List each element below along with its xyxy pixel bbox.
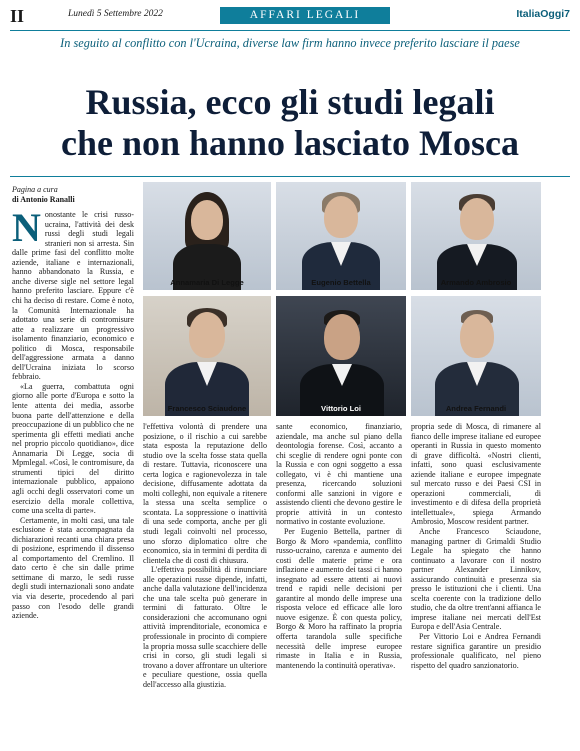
photo-caption: Armando Ambrosio bbox=[440, 278, 512, 287]
paragraph: L'effettiva possibilità di rinunciare alle operazioni russe dipende, infatti, anche dalla valutazione dell'incidenza che una tale scelta può generare in termini di fatturato. Oltre le considerazioni che accomunano ogni attività imprenditoriale, economica e professionale in procinto di compiere la propria mossa sulle scacchiere delle crisi in corso, gli studi legali si trovano a dover affrontare un ulteriore e peculiare questione, ossia quella dell'accesso alla giustizia. bbox=[143, 565, 267, 689]
article-column-4 bbox=[411, 422, 541, 745]
section-banner: AFFARI LEGALI bbox=[220, 7, 390, 24]
drop-cap: N bbox=[12, 205, 41, 251]
issue-date: Lunedì 5 Settembre 2022 bbox=[68, 9, 163, 19]
article-column-1 bbox=[12, 185, 134, 745]
photo-annamaria-di-legge bbox=[143, 182, 271, 290]
photo-eugenio-bettella bbox=[276, 182, 406, 290]
paragraph: l'effettiva volontà di prendere una posizione, o il rischio a cui sarebbe stata esposta la reputazione dello studio ove la scelta fosse stata quella di restare. Tuttavia, riconoscere una certa logica e ragionevolezza in tale decisione, diffusamente adottata da molti colleghi, non equivale a ritenere la stessa una scelta semplice o scontata. La soppressione o inattività di una sede comporta, anche per gli studi legali coinvolti nel processo, uno sforzo diplomatico oltre che economico, sia in termini di perdita di clientela che di costi di chiusura. bbox=[143, 422, 267, 565]
brand-logo: ItaliaOggi7 bbox=[516, 8, 570, 20]
photo-caption: Annamaria Di Legge bbox=[170, 278, 244, 287]
photo-caption: Vittorio Loi bbox=[321, 404, 361, 413]
kicker: In seguito al conflitto con l'Ucraina, diverse law firm hanno invece preferito lasciare il paese bbox=[60, 36, 520, 50]
byline-author: di Antonio Ranalli bbox=[12, 194, 75, 204]
paragraph: Per Vittorio Loi e Andrea Fernandi restare significa garantire un presidio professionale qualificato, nel pieno rispetto del quadro sanzionatorio. bbox=[411, 632, 541, 670]
photo-caption: Francesco Sciaudone bbox=[167, 404, 247, 413]
paragraph: Certamente, in molti casi, una tale esclusione è stata accompagnata da dichiarazioni recanti una chiara presa di posizione, esprimendo il dissenso al comportamento del Cremlino. Il dato certo è che sin dalle prime settimane di marzo, le sedi russe degli studi internazionali sono andate via via deserte, procedendo al pari passo con l'esodo delle grandi aziende. bbox=[12, 515, 134, 621]
header-rule bbox=[10, 30, 570, 31]
photo-caption: Eugenio Bettella bbox=[311, 278, 371, 287]
paragraph: propria sede di Mosca, di rimanere al fianco delle imprese italiane ed europee operanti in Russia in questo momento di grave difficoltà. «Nostri clienti, infatti, sono quasi esclusivamente aziende italiane e europee impegnate sul mercato russo e dei Paesi CSI in operazioni commerciali, di investimento e di difesa della proprietà intellettuale», spiega Armando Ambrosio, Moscow resident partner. bbox=[411, 422, 541, 527]
paragraph: Anche Francesco Sciaudone, managing partner di Grimaldi Studio Legale ha spiegato che hanno continuato a lavorare con il nostro partner Alexander Linnikov, assicurando continuità e presenza sia presso le istituzioni che i clienti. Una scelta coerente con la tradizione dello studio, che da oltre trent'anni affianca le imprese italiane nei mercati dell'Est Europa e dell'Asia Centrale. bbox=[411, 527, 541, 632]
photo-andrea-fernandi bbox=[411, 296, 541, 416]
photo-vittorio-loi bbox=[276, 296, 406, 416]
headline-line-2: che non hanno lasciato Mosca bbox=[60, 123, 520, 163]
page-number: II bbox=[10, 6, 25, 26]
page-header bbox=[10, 0, 570, 32]
paragraph: Per Eugenio Bettella, partner di Borgo & Moro «pandemia, conflitto russo-ucraino, carenza e aumento dei costi delle materie prime e ora inflazione e aumento dei tassi ci hanno insegnato ad essere attenti ai nuovi trend e rapidi nelle decisioni per garantire al mondo delle imprese una risposta veloce ed efficace alle loro nuove esigenze. È con questa policy, Borgo & Moro ha raffinato la propria offerta tarandola sulle specifiche necessità delle imprese europee rimaste in Italia e in Russia, mantenendo la continuità operativa». bbox=[276, 527, 402, 670]
headline bbox=[10, 82, 570, 164]
paragraph: sante economico, finanziario, aziendale, ma anche sul piano della deontologia forense. Così, accanto a chi sceglie di rendere ogni ponte con la Russia e con ogni soggetto a essa collegato, vi è chi mantiene una presenza, ricercando soluzioni conformi alle sanzioni in vigore e assistendo clienti che devono gestire le proprie attività in un contesto normativo in costante evoluzione. bbox=[276, 422, 402, 527]
photo-armando-ambrosio bbox=[411, 182, 541, 290]
article-column-3 bbox=[276, 422, 402, 745]
article-column-2 bbox=[143, 422, 267, 745]
headline-rule bbox=[10, 176, 570, 177]
headline-line-1: Russia, ecco gli studi legali bbox=[85, 82, 495, 122]
paragraph: «La guerra, combattuta ogni giorno alle porte d'Europa e sotto la lente attenta dei media, assorbe buona parte dell'attenzione e della preoccupazione di un pubblico che ne sperimenta gli effetti mediati anche nel proprio piccolo quotidiano», dice Annamaria Di Legge, socia di Mpmlegal. «Così, le contromisure, da strumenti tipici del diritto internazionale pubblico, appaiono agli occhi degli osservatori come un esercizio della morale collettiva, come una scelta di parte». bbox=[12, 381, 134, 516]
byline bbox=[12, 185, 134, 204]
byline-prefix: Pagina a cura bbox=[12, 185, 58, 194]
paragraph: onostante le crisi russo-ucraina, l'attività dei desk russi degli studi legali stranieri non si arresta. Sin dalle prime fasi del conflitto molte aziende, italiane e internazionali, hanno abbandonato la Russia, e anche diverse sigle nel settore legal hanno preferito lasciare. Eppure c'è chi ha deciso di restare. Come è noto, la Comunità Internazionale ha adottato una serie di contromisure atte a realizzare un progressivo isolamento finanziario, economico e politico di Mosca, responsabile dell'aggressione armata a danno dell'Ucraina iniziata lo scorso febbraio. bbox=[12, 210, 134, 382]
photo-caption: Andrea Fernandi bbox=[445, 404, 507, 413]
photo-francesco-sciaudone bbox=[143, 296, 271, 416]
